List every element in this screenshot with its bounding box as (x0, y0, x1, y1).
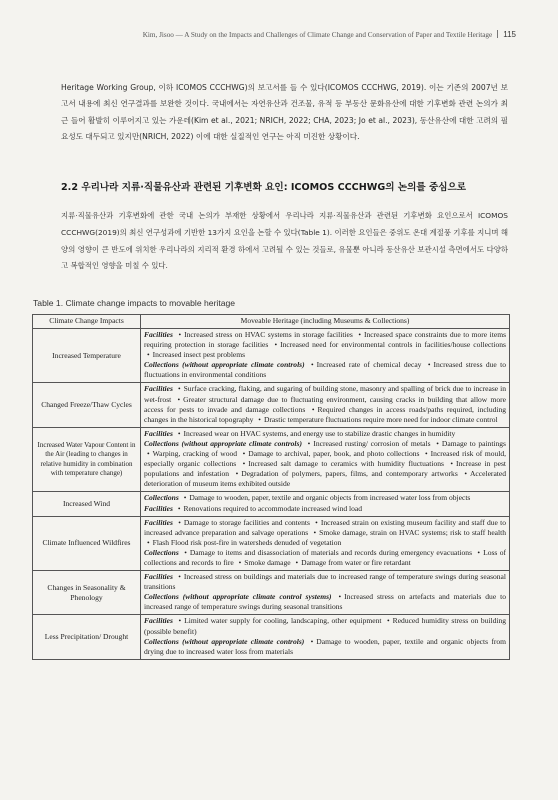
effect-block (144, 504, 506, 514)
effect-item: Damage to paintings (441, 438, 506, 448)
table-row (33, 427, 510, 492)
bullet-separator: • (178, 616, 182, 626)
effect-item: Flash Flood risk post-fire in watersheds denuded of vegetation (152, 537, 342, 547)
effect-category-label: Facilities (144, 503, 173, 513)
impact-cell: Increased Water Vapour Content in the Air (leading to changes in relative humidity in combination with temperature change) (33, 427, 141, 492)
bullet-separator: • (177, 394, 181, 404)
effect-item: Increased rate of chemical decay (316, 360, 422, 370)
bullet-separator: • (295, 557, 299, 567)
bullet-separator: • (238, 557, 242, 567)
effect-item: Increased need for environmental controls in facilities/house collections (280, 340, 506, 350)
table-row (33, 492, 510, 516)
bullet-separator: • (178, 572, 181, 582)
effect-block (144, 592, 506, 612)
effect-item: Warping, cracking of wood (152, 449, 238, 459)
table-header-row (33, 315, 510, 329)
effect-category-label: Collections (without appropriate climate control systems) (144, 592, 332, 602)
running-head (143, 30, 516, 39)
effect-item: Renovations required to accommodate increased wind load (183, 503, 363, 513)
bullet-separator: • (313, 527, 317, 537)
bullet-separator: • (147, 350, 150, 360)
impact-cell: Changed Freeze/Thaw Cycles (33, 383, 141, 427)
running-head-divider (497, 30, 498, 38)
effect-block (144, 493, 506, 503)
bullet-separator: • (183, 493, 187, 503)
table-caption: Table 1. Climate change impacts to movable heritage (33, 298, 236, 308)
effect-item: Reduced humidity stress on building (possible benefit) (144, 616, 507, 636)
effect-item: Increased stress on HVAC systems in storage facilities (184, 330, 353, 339)
running-head-text: Kim, Jisoo — A Study on the Impacts and Challenges of Climate Change and Conservation of Paper and Textile Heritage (142, 31, 493, 39)
effect-item: Increased space constraints due to more items requiring protection in storage facilities (144, 330, 507, 350)
impact-cell: Climate Influenced Wildfires (33, 516, 141, 570)
effects-cell (141, 615, 510, 659)
effect-category-label: Collections (144, 493, 179, 503)
table-row (33, 615, 510, 659)
effect-category-label: Facilities (144, 572, 173, 582)
effect-item: Damage to storage facilities and contents (183, 517, 310, 527)
effect-item: Surface cracking, flaking, and sugaring of building stone, masonry and spalling of brick due to increase in wet-frost (144, 384, 506, 404)
bullet-separator: • (178, 330, 182, 339)
effect-item: Increased insect pest problems (152, 350, 246, 360)
effect-item: Required changes in access roads/paths required, including changes in the historical topography (144, 404, 507, 424)
bullet-separator: • (311, 360, 314, 370)
page-number: 115 (503, 30, 516, 39)
bullet-separator: • (425, 449, 428, 459)
effect-block (144, 360, 506, 380)
intro-paragraph: Heritage Working Group, 이하 ICOMOS CCCHWG)의 보고서를 들 수 있다(ICOMOS CCCHWG, 2019). 이는 기존의 2007년 보고서 내용에 최신 연구결과를 보완한 것이다. 국내에서는 자연유산과 건조물, 유적 등 부동산 문화유산에 대한 기후변화 관련 논의가 최근 들어 활발히 이루어지고 있는 가운데(Kim et al., 2021; NRICH, 2022; CHA, 2023; Jo et al., 2023), 동산유산에 대한 고려의 필요성도 대두되고 있지만(NRICH, 2022) 이에 대한 실질적인 연구는 아직 미진한 상황이다. (61, 82, 508, 142)
bullet-separator: • (464, 469, 467, 479)
effect-item: Increased risk of mould, especially organic collections (144, 449, 507, 469)
table-row (33, 571, 510, 615)
bullet-separator: • (311, 404, 315, 414)
effect-item: Increased stress on artefacts and materials due to increased range of temperature swings during seasonal transitions (144, 592, 506, 612)
effect-item: Greater structural damage due to fluctuating environment, causing cracks in building that allow more access for pests to invade and damage collections (144, 394, 506, 414)
effect-item: Damage to wooden, paper, textile and organic objects from increased water loss from objects (189, 493, 471, 503)
table-header-cell: Moveable Heritage (including Museums & Collections) (141, 315, 510, 329)
effect-block (144, 637, 506, 657)
effect-item: Increase in pest populations and infestation (144, 459, 507, 479)
effect-category-label: Facilities (144, 428, 173, 438)
bullet-separator: • (436, 438, 439, 448)
bullet-separator: • (147, 537, 150, 547)
effect-item: Degradation of polymers, papers, films, and contemporary artworks (241, 469, 458, 479)
bullet-separator: • (147, 449, 150, 459)
effects-cell (141, 329, 510, 383)
table-body (33, 329, 510, 660)
effect-item: Increased wear on HVAC systems, and energy use to stabilize drastic changes in humidity (183, 428, 456, 438)
bullet-separator: • (315, 517, 318, 527)
effect-block (144, 572, 506, 592)
bullet-separator: • (242, 449, 246, 459)
effect-category-label: Facilities (144, 330, 173, 339)
effect-item: Accelerated deterioration of museum items exhibited outside (144, 469, 507, 489)
bullet-separator: • (242, 459, 246, 469)
effect-block (144, 616, 506, 636)
effects-cell (141, 492, 510, 516)
effect-block (144, 330, 506, 360)
effect-item: Smoke damage (244, 557, 291, 567)
effects-cell (141, 383, 510, 427)
bullet-separator: • (177, 428, 181, 438)
effect-category-label: Collections (without appropriate climate controls) (144, 438, 302, 448)
effect-item: Increased strain on existing museum facility and staff due to increased advance preparation and salvage operations (144, 517, 507, 537)
impact-cell: Increased Temperature (33, 329, 141, 383)
table-row (33, 516, 510, 570)
effect-item: Loss of collections and records to fire (144, 547, 507, 567)
bullet-separator: • (235, 469, 239, 479)
effect-item: Smoke damage, strain on HVAC systems; risk to staff health (319, 527, 506, 537)
bullet-separator: • (310, 636, 314, 646)
effect-item: Limited water supply for cooling, landscaping, other equipment (184, 616, 382, 626)
bullet-separator: • (427, 360, 431, 370)
effect-block (144, 429, 506, 439)
effect-category-label: Facilities (144, 384, 173, 394)
bullet-separator: • (178, 517, 181, 527)
bullet-separator: • (450, 459, 454, 469)
bullet-separator: • (184, 547, 187, 557)
table-header-cell: Climate Change Impacts (33, 315, 141, 329)
bullet-separator: • (258, 414, 261, 424)
effect-item: Increased rusting/ corrosion of metals (313, 438, 431, 448)
effect-block (144, 548, 506, 568)
effect-category-label: Collections (144, 547, 179, 557)
impact-cell: Changes in Seasonality & Phenology (33, 571, 141, 615)
bullet-separator: • (177, 384, 181, 394)
impact-cell: Increased Wind (33, 492, 141, 516)
effect-category-label: Collections (without appropriate climate controls) (144, 636, 305, 646)
effects-cell (141, 427, 510, 492)
effect-item: Increased salt damage to ceramics with humidity fluctuations (248, 459, 444, 469)
bullet-separator: • (477, 547, 481, 557)
bullet-separator: • (358, 330, 361, 339)
effect-block (144, 518, 506, 548)
impacts-table (32, 314, 510, 660)
effect-item: Damage from water or fire retardant (301, 557, 411, 567)
effects-cell (141, 516, 510, 570)
section-heading: 2.2 우리나라 지류·직물유산과 관련된 기후변화 요인: ICOMOS CCCHWG의 논의를 중심으로 (61, 182, 467, 193)
table-row (33, 383, 510, 427)
bullet-separator: • (177, 503, 181, 513)
effect-block (144, 439, 506, 489)
effect-item: Drastic temperature fluctuations require more need for indoor climate control (263, 414, 498, 424)
bullet-separator: • (274, 340, 278, 350)
impact-cell: Less Precipitation/ Drought (33, 615, 141, 659)
effect-block (144, 384, 506, 424)
effects-cell (141, 571, 510, 615)
effect-item: Increased stress on buildings and materials due to increased range of temperature swings during seasonal transitions (144, 572, 506, 592)
bullet-separator: • (338, 592, 342, 602)
bullet-separator: • (307, 438, 311, 448)
effect-item: Damage to archival, paper, book, and photo collections (248, 449, 420, 459)
effect-item: Increased stress due to fluctuations in environmental conditions (144, 360, 507, 380)
bullet-separator: • (387, 616, 390, 626)
effect-item: Damage to items and disassociation of materials and records during emergency evacuations (189, 547, 473, 557)
table-row (33, 329, 510, 383)
effect-category-label: Facilities (144, 616, 173, 626)
effect-category-label: Facilities (144, 517, 173, 527)
section-body: 지류·직물유산과 기후변화에 관한 국내 논의가 부재한 상황에서 우리나라 지류·직물유산과 관련된 기후변화 요인으로서 ICOMOS CCCHWG(2019)의 최신 연구성과에 기반한 13가지 요인을 논할 수 있다(Table 1). 이러한 요인들은 중위도 온대 계절풍 기후를 지니며 해양의 영향이 큰 반도에 위치한 우리나라의 지리적 환경 하에서 고려될 수 있는 것들로, 유물뿐 아니라 동산유산 보관시설 측면에서도 다양하고 복합적인 영향을 미칠 수 있다. (61, 211, 508, 271)
effect-category-label: Collections (without appropriate climate controls) (144, 360, 305, 370)
effect-item: Damage to wooden, paper, textile and organic objects from drying due to increased water loss from materials (144, 636, 507, 656)
